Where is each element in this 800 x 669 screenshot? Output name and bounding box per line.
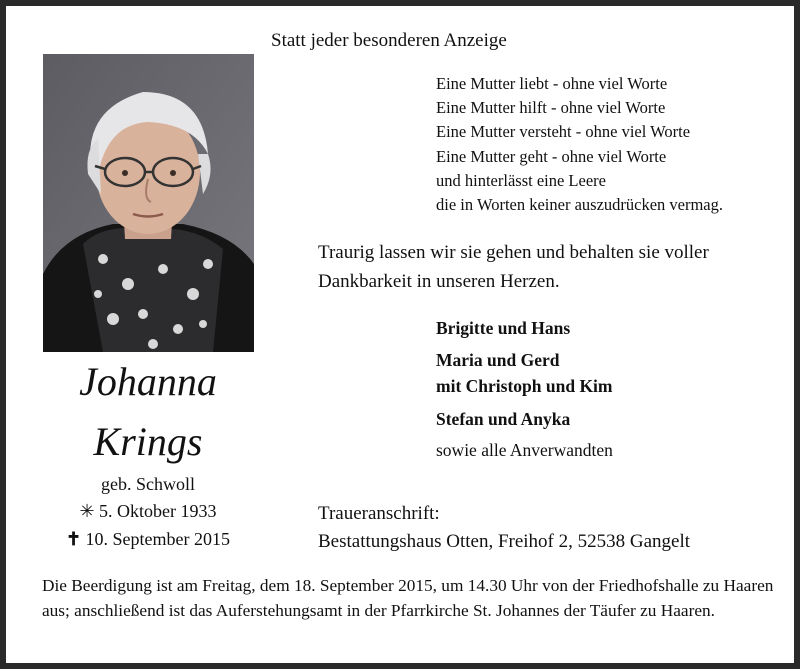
poem	[436, 72, 723, 217]
family-line: Maria und Gerd	[436, 350, 560, 370]
poem-line: Eine Mutter hilft - ohne viel Worte	[436, 98, 666, 118]
poem-line: die in Worten keiner auszudrücken vermag.	[436, 195, 724, 215]
poem-line: Eine Mutter liebt - ohne viel Worte	[436, 74, 668, 93]
poem-line: Eine Mutter versteht - ohne viel Worte	[436, 122, 691, 142]
maiden-name: geb. Schwoll	[101, 474, 195, 494]
birth-star-icon: ✳	[79, 501, 95, 521]
last-name: Krings	[93, 419, 203, 464]
family-line: sowie alle Anverwandten	[436, 440, 613, 460]
notice-header: Statt jeder besonderen Anzeige	[271, 30, 507, 51]
death-date: 10. September 2015	[85, 529, 231, 549]
family-line: Stefan und Anyka	[436, 409, 571, 429]
family-line: Brigitte und Hans	[436, 318, 571, 338]
funeral-details: Die Beerdigung ist am Freitag, dem 18. September 2015, um 14.30 Uhr von der Friedhofshalle zu Haaren aus; anschließend ist das Auferstehungsamt in der Pfarrkirche St. Johannes der Täufer zu Haaren.	[42, 576, 774, 620]
family-line: mit Christoph und Kim	[436, 376, 613, 396]
portrait-photo	[43, 54, 254, 352]
death-date-line	[18, 529, 278, 550]
poem-line: Eine Mutter geht - ohne viel Worte	[436, 146, 667, 166]
birth-date: 5. Oktober 1933	[99, 501, 217, 521]
poem-line: und hinterlässt eine Leere	[436, 170, 606, 190]
address-value: Bestattungshaus Otten, Freihof 2, 52538 Gangelt	[318, 531, 691, 552]
mourning-line: Traurig lassen wir sie gehen und behalten sie voller	[318, 242, 709, 263]
birth-date-line	[18, 501, 278, 522]
portrait-image	[43, 54, 254, 352]
mourning-line: Dankbarkeit in unseren Herzen.	[318, 271, 560, 292]
address-label: Traueranschrift:	[318, 503, 440, 524]
death-cross-icon: ✝	[65, 529, 82, 549]
first-name: Johanna	[79, 359, 217, 404]
mourning-text	[318, 238, 709, 296]
